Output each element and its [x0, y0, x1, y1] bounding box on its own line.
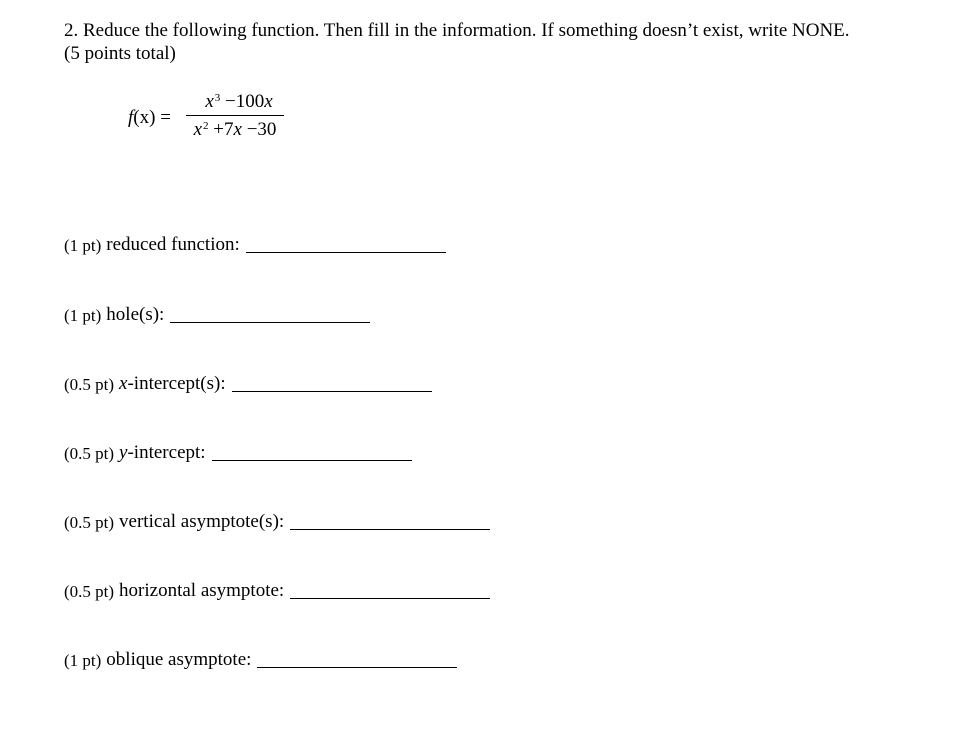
- answer-blank-vertical-asymptotes[interactable]: [290, 511, 490, 530]
- field-oblique-asymptote: [64, 649, 457, 671]
- field-horizontal-asymptote: [64, 580, 490, 602]
- equals-sign: =: [155, 107, 171, 128]
- field-label: x-intercept(s):: [119, 373, 226, 394]
- rational-function-formula: [128, 90, 328, 150]
- field-y-intercept: [64, 442, 412, 464]
- function-argument: (x): [133, 107, 156, 128]
- numerator: $x^3 -100x$: [205, 91, 273, 112]
- field-label: horizontal asymptote:: [119, 580, 285, 601]
- answer-blank-holes[interactable]: [170, 304, 370, 323]
- points-label: (0.5 pt): [64, 582, 115, 601]
- field-label: hole(s):: [106, 304, 165, 325]
- problem-instructions: [64, 19, 944, 65]
- answer-blank-x-intercepts[interactable]: [232, 373, 432, 392]
- field-label: reduced function:: [106, 234, 240, 255]
- answer-blank-oblique-asymptote[interactable]: [257, 649, 457, 668]
- answer-blank-horizontal-asymptote[interactable]: [290, 580, 490, 599]
- function-symbol: f: [128, 107, 134, 128]
- problem-statement: 2. Reduce the following function. Then fill in the information. If something doesn’t exist, write NONE.: [64, 20, 850, 41]
- fraction-bar: [186, 115, 284, 116]
- field-label: vertical asymptote(s):: [119, 511, 285, 532]
- answer-blank-reduced-function[interactable]: [246, 234, 446, 253]
- points-label: (0.5 pt): [64, 444, 115, 463]
- field-label: oblique asymptote:: [106, 649, 252, 670]
- field-vertical-asymptotes: [64, 511, 490, 533]
- field-holes: [64, 304, 370, 326]
- points-label: (1 pt): [64, 306, 102, 325]
- points-total: (5 points total): [64, 43, 176, 64]
- function-name: [128, 107, 171, 129]
- points-label: (0.5 pt): [64, 513, 115, 532]
- fraction: [186, 90, 284, 142]
- answer-blank-y-intercept[interactable]: [212, 442, 412, 461]
- field-reduced-function: [64, 234, 446, 256]
- denominator: $x^2 +7x -30$: [193, 119, 277, 140]
- field-x-intercepts: [64, 373, 432, 395]
- points-label: (1 pt): [64, 236, 102, 255]
- points-label: (0.5 pt): [64, 375, 115, 394]
- points-label: (1 pt): [64, 651, 102, 670]
- numerator-exponent: 3: [214, 92, 221, 104]
- denominator-exponent: 2: [203, 120, 209, 132]
- field-label: y-intercept:: [119, 442, 206, 463]
